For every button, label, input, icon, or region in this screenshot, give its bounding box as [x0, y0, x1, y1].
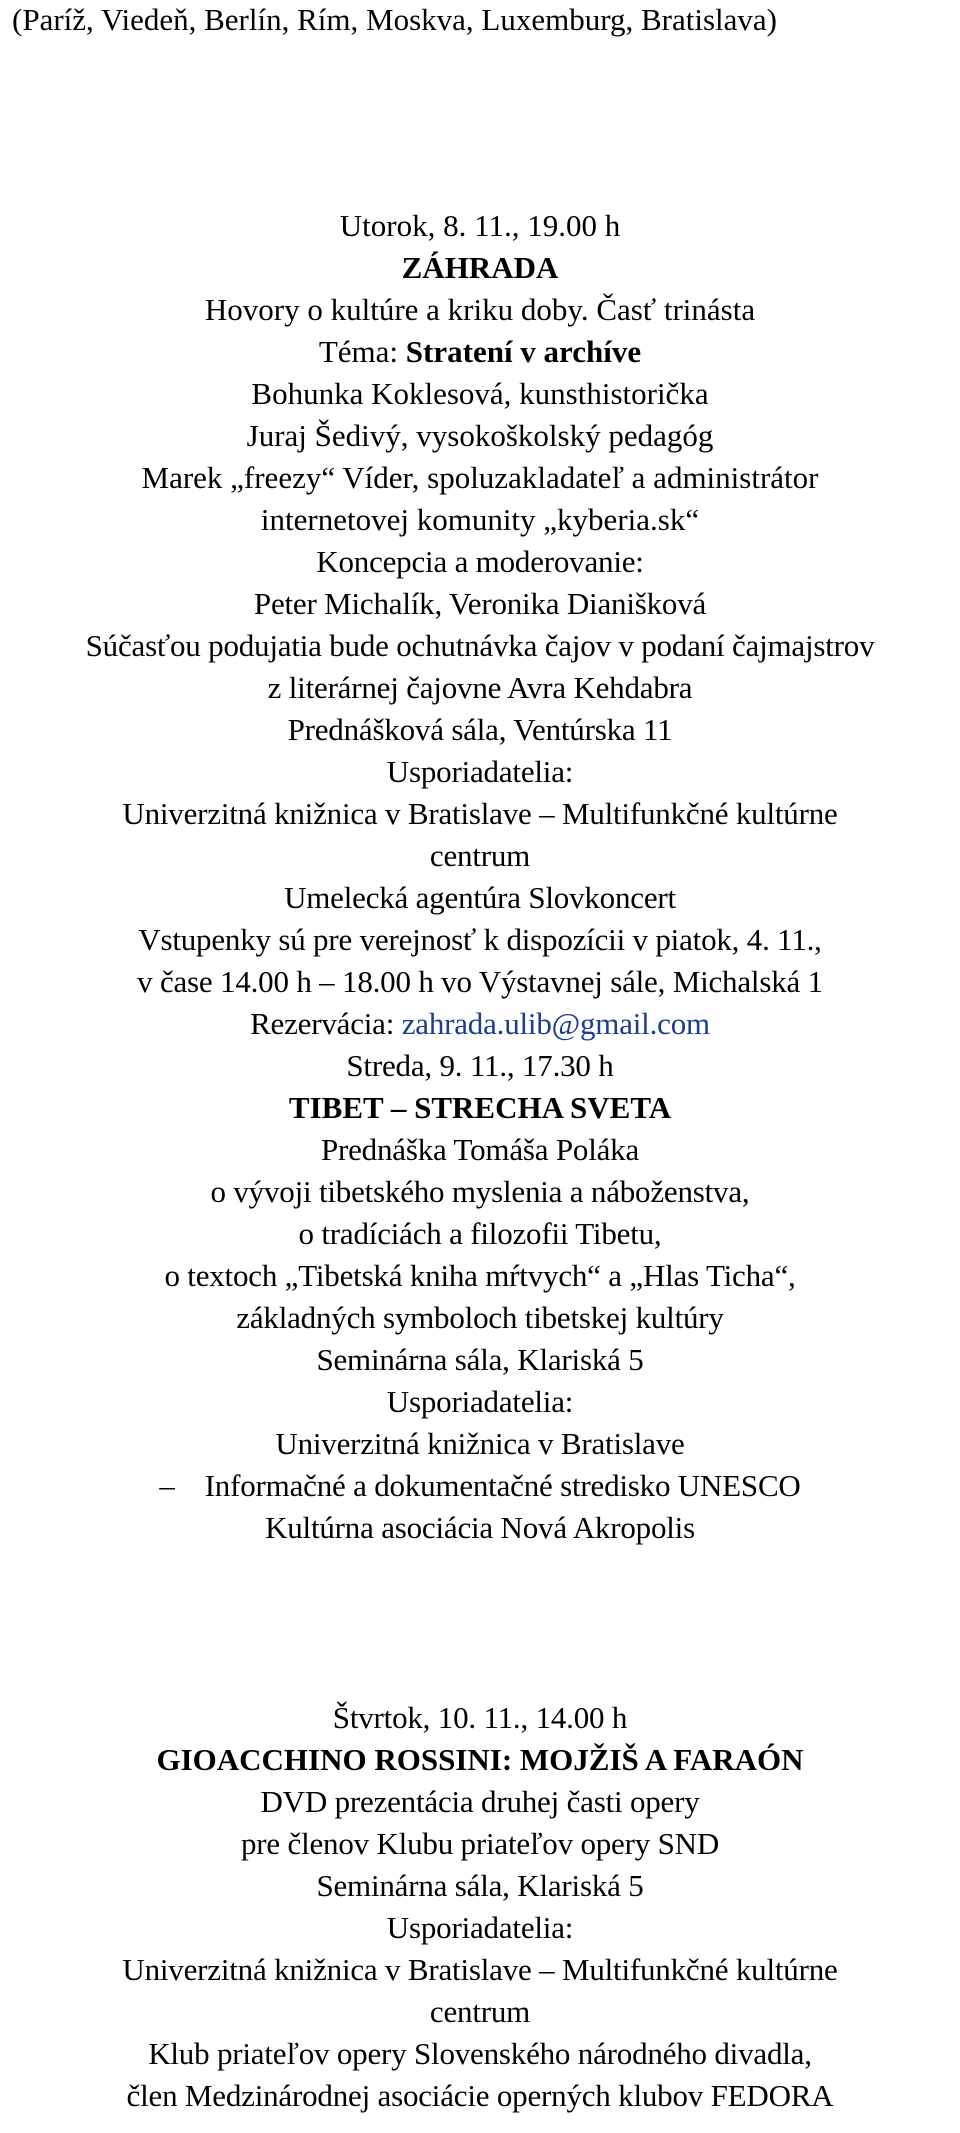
event1-tea-b: z literárnej čajovne Avra Kehdabra [267, 670, 693, 705]
event2-line3: o textoch „Tibetská kniha mŕtvych“ a „Hlas Ticha“, [164, 1258, 796, 1293]
event1-theme-value: Stratení v archíve [405, 334, 642, 369]
event2-date: Streda, 9. 11., 17.30 h [346, 1048, 614, 1083]
event1-title: ZÁHRADA [401, 250, 559, 285]
event3-organizers-label: Usporiadatelia: [386, 1910, 574, 1945]
event2-lecture: Prednáška Tomáša Poláka [320, 1132, 640, 1167]
event1-guest3-a: Marek „freezy“ Víder, spoluzakladateľ a administrátor [141, 460, 819, 495]
event2-organizer2: Informačné a dokumentačné stredisko UNESCO [204, 1468, 801, 1503]
event2-organizer3: Kultúrna asociácia Nová Akropolis [265, 1510, 695, 1545]
event3-title: GIOACCHINO ROSSINI: MOJŽIŠ A FARAÓN [156, 1742, 804, 1777]
event2-organizer2-line [0, 1466, 960, 1508]
event2-dash: – [159, 1468, 175, 1503]
event2-title: TIBET – STRECHA SVETA [288, 1090, 672, 1125]
event2-line4: základných symboloch tibetskej kultúry [236, 1300, 724, 1335]
event3-organizer1-b: centrum [429, 1994, 531, 2029]
event1-concept-label: Koncepcia a moderovanie: [316, 544, 644, 579]
event3-organizer1-a: Univerzitná knižnica v Bratislave – Multifunkčné kultúrne [122, 1952, 838, 1987]
event2-organizer1: Univerzitná knižnica v Bratislave [275, 1426, 685, 1461]
event1-guest3-b: internetovej komunity „kyberia.sk“ [260, 502, 700, 537]
event1-date: Utorok, 8. 11., 19.00 h [339, 208, 621, 243]
event2-organizers-label: Usporiadatelia: [386, 1384, 574, 1419]
event3-line1: DVD prezentácia druhej časti opery [260, 1784, 700, 1819]
event3-line2: pre členov Klubu priateľov opery SND [240, 1826, 720, 1861]
event1-reservation-label: Rezervácia: [250, 1006, 402, 1041]
event3-organizer2-b: člen Medzinárodnej asociácie operných klubov FEDORA [126, 2078, 834, 2113]
event1-theme [0, 332, 960, 374]
event2-venue: Seminárna sála, Klariská 5 [316, 1342, 644, 1377]
event1-reservation-email[interactable]: zahrada.ulib@gmail.com [401, 1006, 710, 1041]
event1-tickets-b: v čase 14.00 h – 18.00 h vo Výstavnej sále, Michalská 1 [137, 964, 823, 999]
event1-moderators: Peter Michalík, Veronika Dianišková [253, 586, 707, 621]
event2-line2: o tradíciách a filozofii Tibetu, [298, 1216, 662, 1251]
event3-date: Štvrtok, 10. 11., 14.00 h [332, 1700, 628, 1735]
event3-organizer2-a: Klub priateľov opery Slovenského národného divadla, [148, 2036, 812, 2071]
event1-organizer1-b: centrum [429, 838, 531, 873]
event1-guest1: Bohunka Koklesová, kunsthistorička [251, 376, 709, 411]
event2-line1: o vývoji tibetského myslenia a náboženstva, [210, 1174, 750, 1209]
event1-theme-label: Téma: [318, 334, 406, 369]
cities-line: (Paríž, Viedeň, Berlín, Rím, Moskva, Luxemburg, Bratislava) [12, 2, 777, 37]
event1-guest2: Juraj Šedivý, vysokoškolský pedagóg [246, 418, 714, 453]
event3-venue: Seminárna sála, Klariská 5 [316, 1868, 644, 1903]
event1-organizers-label: Usporiadatelia: [386, 754, 574, 789]
event1-tea-a: Súčasťou podujatia bude ochutnávka čajov v podaní čajmajstrov [85, 628, 875, 663]
event1-tickets-a: Vstupenky sú pre verejnosť k dispozícii v piatok, 4. 11., [138, 922, 822, 957]
event1-organizer2: Umelecká agentúra Slovkoncert [284, 880, 676, 915]
event1-subtitle: Hovory o kultúre a kriku doby. Časť trinásta [204, 292, 756, 327]
event1-organizer1-a: Univerzitná knižnica v Bratislave – Multifunkčné kultúrne [122, 796, 838, 831]
event1-venue: Prednášková sála, Ventúrska 11 [287, 712, 673, 747]
event1-reservation [0, 1004, 960, 1046]
